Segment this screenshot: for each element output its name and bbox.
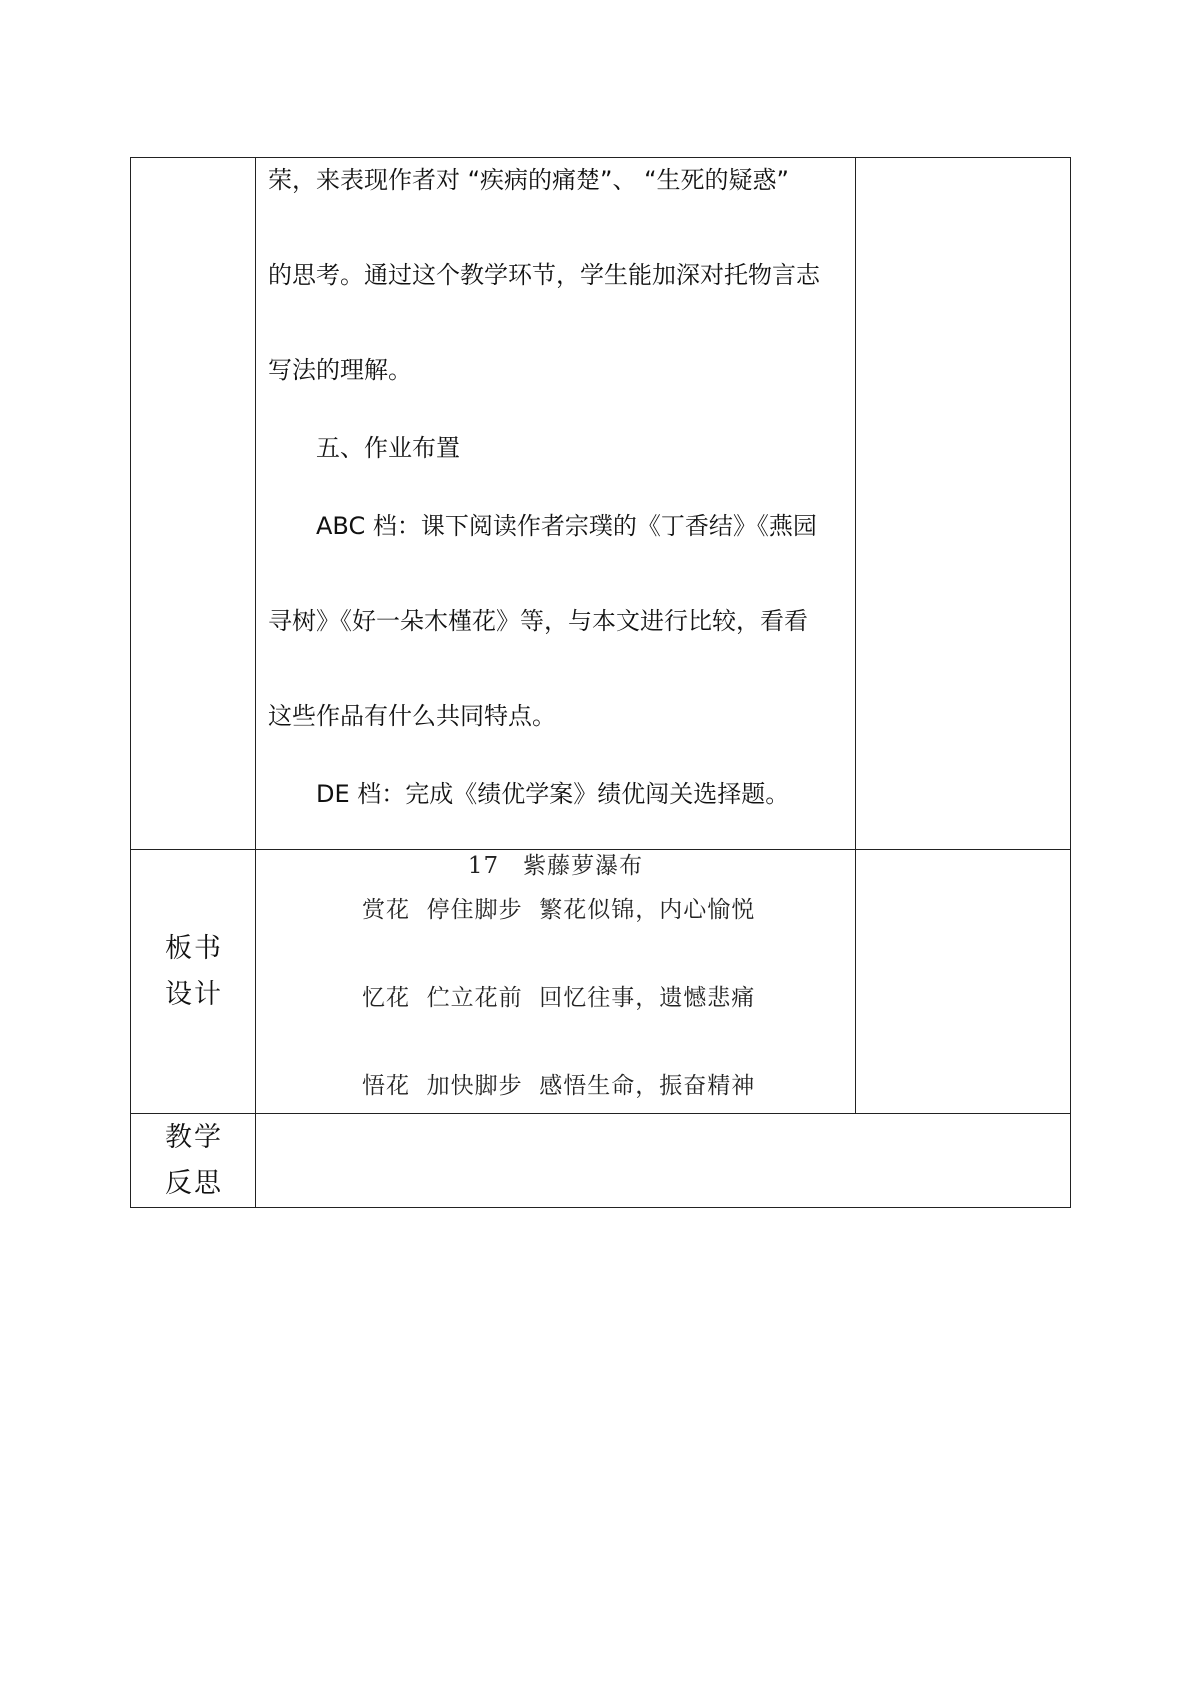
board-line: 悟花 加快脚步 感悟生命，振奋精神 bbox=[362, 1073, 756, 1099]
reflection-label: 教学 bbox=[165, 1122, 223, 1153]
board-design-row bbox=[131, 850, 1071, 1114]
de-level-line: DE 档：完成《绩优学案》绩优闯关选择题。 bbox=[316, 780, 790, 808]
abc-level-line: ABC 档：课下阅读作者宗璞的《丁香结》《燕园 bbox=[316, 512, 817, 540]
reflection-content-cell bbox=[256, 1114, 1071, 1208]
section-heading: 五、作业布置 bbox=[316, 434, 460, 462]
board-design-label: 设计 bbox=[165, 979, 223, 1010]
board-design-content-cell bbox=[256, 850, 856, 1114]
board-notes-cell bbox=[856, 850, 1071, 1114]
abc-level-line: 寻树》《好一朵木槿花》等，与本文进行比较，看看 bbox=[268, 607, 808, 635]
board-design-label-cell bbox=[131, 850, 256, 1114]
row-label-cell bbox=[131, 158, 256, 850]
notes-cell bbox=[856, 158, 1071, 850]
paragraph-line: 写法的理解。 bbox=[268, 356, 412, 384]
board-line: 忆花 伫立花前 回忆往事，遗憾悲痛 bbox=[362, 985, 756, 1011]
board-design-label: 板书 bbox=[165, 933, 223, 964]
paragraph-line: 的思考。通过这个教学环节，学生能加深对托物言志 bbox=[268, 261, 820, 289]
board-line: 赏花 停住脚步 繁花似锦，内心愉悦 bbox=[362, 897, 756, 923]
reflection-label: 反思 bbox=[165, 1168, 223, 1199]
reflection-label-cell bbox=[131, 1114, 256, 1208]
reflection-row bbox=[131, 1114, 1071, 1208]
paragraph-line: 荣，来表现作者对 “疾病的痛楚”、 “生死的疑惑” bbox=[268, 166, 789, 194]
teaching-content-cell bbox=[256, 158, 856, 850]
abc-level-line: 这些作品有什么共同特点。 bbox=[268, 702, 556, 730]
lesson-plan-table bbox=[130, 157, 1071, 1208]
teaching-process-row bbox=[131, 158, 1071, 850]
board-title: 17 紫藤萝瀑布 bbox=[467, 853, 644, 879]
